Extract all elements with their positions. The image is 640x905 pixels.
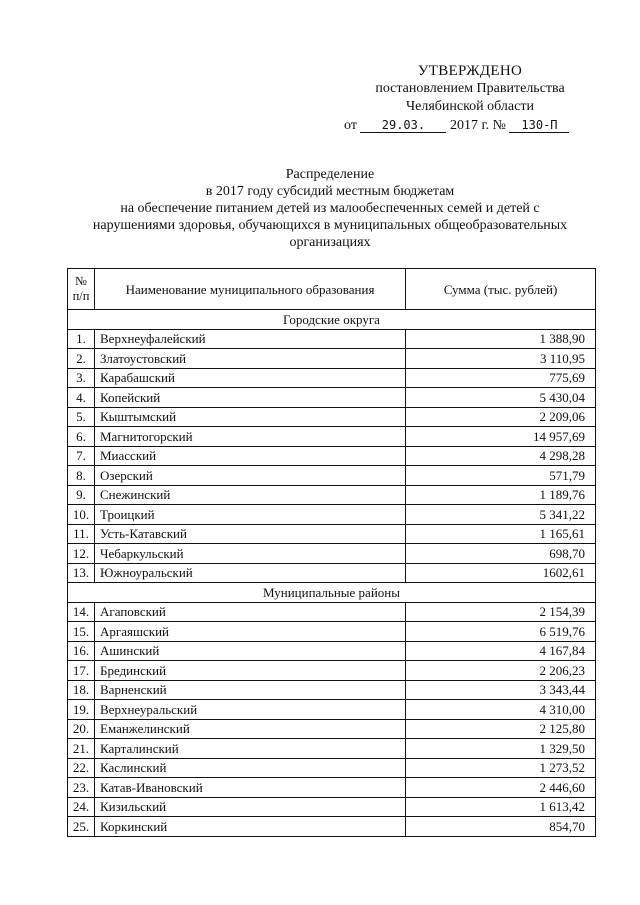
approval-number: 130-П	[509, 118, 569, 133]
row-number: 24.	[68, 797, 95, 817]
table-row	[68, 563, 596, 583]
row-number: 6.	[68, 427, 95, 447]
heading-line-2: в 2017 году субсидий местным бюджетам	[205, 184, 455, 199]
table-row	[68, 641, 596, 661]
row-sum: 4 167,84	[406, 641, 596, 661]
row-number: 17.	[68, 661, 95, 681]
table-row	[68, 758, 596, 778]
header-num-line-1: №	[75, 274, 87, 288]
row-name: Златоустовский	[95, 349, 406, 369]
row-sum: 854,70	[406, 817, 596, 837]
table-row	[68, 544, 596, 564]
table-row	[68, 622, 596, 642]
row-sum: 14 957,69	[406, 427, 596, 447]
approval-title: УТВЕРЖДЕНО	[417, 63, 523, 79]
row-number: 21.	[68, 739, 95, 759]
row-number: 8.	[68, 466, 95, 486]
table-row	[68, 797, 596, 817]
row-number: 25.	[68, 817, 95, 837]
row-name: Копейский	[95, 388, 406, 408]
heading-line-4: нарушениями здоровья, обучающихся в муниципальных общеобразовательных	[92, 218, 568, 233]
row-sum: 1 388,90	[406, 329, 596, 349]
row-name: Кизильский	[95, 797, 406, 817]
row-sum: 3 110,95	[406, 349, 596, 369]
table-row	[68, 739, 596, 759]
table-row	[68, 368, 596, 388]
row-sum: 6 519,76	[406, 622, 596, 642]
row-number: 5.	[68, 407, 95, 427]
row-number: 23.	[68, 778, 95, 798]
row-name: Озерский	[95, 466, 406, 486]
row-name: Ашинский	[95, 641, 406, 661]
row-name: Коркинский	[95, 817, 406, 837]
row-name: Троицкий	[95, 505, 406, 525]
row-number: 11.	[68, 524, 95, 544]
table-row	[68, 778, 596, 798]
row-number: 20.	[68, 719, 95, 739]
row-number: 12.	[68, 544, 95, 564]
row-name: Верхнеуральский	[95, 700, 406, 720]
row-name: Каслинский	[95, 758, 406, 778]
section-row	[68, 310, 596, 330]
document-heading	[70, 166, 590, 251]
row-sum: 1 189,76	[406, 485, 596, 505]
row-sum: 1 613,42	[406, 797, 596, 817]
row-sum: 4 310,00	[406, 700, 596, 720]
row-sum: 1 165,61	[406, 524, 596, 544]
heading-line-1: Распределение	[285, 167, 375, 182]
row-name: Карталинский	[95, 739, 406, 759]
row-sum: 2 209,06	[406, 407, 596, 427]
row-name: Верхнеуфалейский	[95, 329, 406, 349]
section-row	[68, 583, 596, 603]
approval-date: 29.03.	[360, 118, 446, 133]
section-title: Муниципальные районы	[68, 583, 596, 603]
table-row	[68, 427, 596, 447]
row-sum: 3 343,44	[406, 680, 596, 700]
row-name: Усть-Катавский	[95, 524, 406, 544]
row-name: Еманжелинский	[95, 719, 406, 739]
row-sum: 2 154,39	[406, 602, 596, 622]
row-name: Катав-Ивановский	[95, 778, 406, 798]
table-row	[68, 661, 596, 681]
heading-line-3: на обеспечение питанием детей из малообеспеченных семей и детей с	[120, 201, 540, 216]
row-number: 2.	[68, 349, 95, 369]
row-sum: 4 298,28	[406, 446, 596, 466]
table-row	[68, 602, 596, 622]
row-sum: 5 341,22	[406, 505, 596, 525]
row-name: Брединский	[95, 661, 406, 681]
approval-sign-line	[340, 117, 600, 135]
approval-line-2: Челябинской области	[406, 99, 534, 114]
approval-block	[340, 62, 600, 135]
row-name: Аргаяшский	[95, 622, 406, 642]
row-number: 9.	[68, 485, 95, 505]
heading-line-5: организациях	[289, 235, 371, 250]
approval-line-1: постановлением Правительства	[375, 81, 565, 96]
table-row	[68, 466, 596, 486]
approval-from-label: от	[344, 118, 357, 133]
row-sum: 5 430,04	[406, 388, 596, 408]
header-sum: Сумма (тыс. рублей)	[406, 269, 596, 310]
row-name: Миасский	[95, 446, 406, 466]
row-number: 3.	[68, 368, 95, 388]
row-number: 14.	[68, 602, 95, 622]
table-row	[68, 329, 596, 349]
table-row	[68, 407, 596, 427]
row-name: Магнитогорский	[95, 427, 406, 447]
row-number: 16.	[68, 641, 95, 661]
row-sum: 698,70	[406, 544, 596, 564]
row-name: Варненский	[95, 680, 406, 700]
row-sum: 1 329,50	[406, 739, 596, 759]
row-number: 10.	[68, 505, 95, 525]
table-header-row	[68, 269, 596, 310]
row-sum: 571,79	[406, 466, 596, 486]
table-row	[68, 485, 596, 505]
header-num-line-2: п/п	[72, 289, 90, 303]
approval-year-text: 2017 г. №	[449, 118, 506, 133]
row-sum: 1602,61	[406, 563, 596, 583]
row-sum: 2 446,60	[406, 778, 596, 798]
table-row	[68, 524, 596, 544]
row-number: 7.	[68, 446, 95, 466]
row-name: Кыштымский	[95, 407, 406, 427]
row-sum: 2 206,23	[406, 661, 596, 681]
header-num	[68, 269, 95, 310]
row-name: Карабашский	[95, 368, 406, 388]
row-number: 19.	[68, 700, 95, 720]
distribution-table	[67, 268, 596, 837]
row-number: 13.	[68, 563, 95, 583]
row-sum: 2 125,80	[406, 719, 596, 739]
row-name: Агаповский	[95, 602, 406, 622]
table-row	[68, 700, 596, 720]
row-sum: 1 273,52	[406, 758, 596, 778]
table-row	[68, 349, 596, 369]
section-title: Городские округа	[68, 310, 596, 330]
table-row	[68, 388, 596, 408]
row-number: 1.	[68, 329, 95, 349]
row-number: 4.	[68, 388, 95, 408]
table-row	[68, 505, 596, 525]
table-row	[68, 446, 596, 466]
row-sum: 775,69	[406, 368, 596, 388]
header-name: Наименование муниципального образования	[95, 269, 406, 310]
table-row	[68, 719, 596, 739]
row-number: 22.	[68, 758, 95, 778]
row-name: Чебаркульский	[95, 544, 406, 564]
row-number: 18.	[68, 680, 95, 700]
row-name: Южноуральский	[95, 563, 406, 583]
row-name: Снежинский	[95, 485, 406, 505]
row-number: 15.	[68, 622, 95, 642]
table-body	[68, 310, 596, 837]
table-row	[68, 680, 596, 700]
table-row	[68, 817, 596, 837]
